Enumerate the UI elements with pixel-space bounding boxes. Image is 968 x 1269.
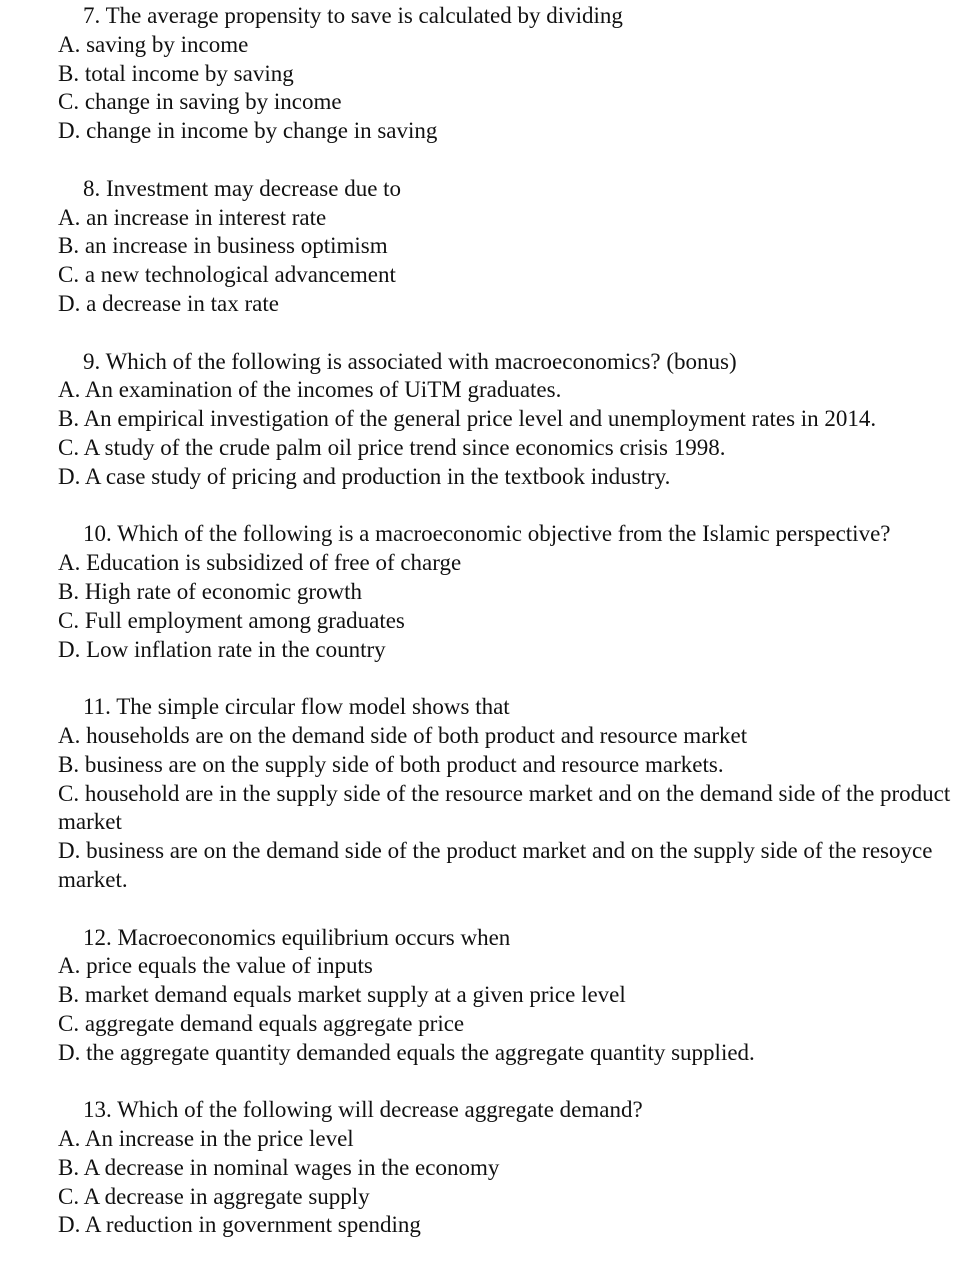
- option-a: A. Education is subsidized of free of charge: [58, 550, 462, 576]
- question-8: [58, 175, 958, 319]
- question-sheet: [58, 2, 958, 1269]
- option-b: B. business are on the supply side of both product and resource markets.: [58, 751, 724, 777]
- option-d: D. A reduction in government spending: [58, 1212, 421, 1238]
- option-b: B. an increase in business optimism: [58, 233, 388, 259]
- question-13: [58, 1096, 958, 1240]
- option-a: A. saving by income: [58, 31, 249, 57]
- option-c: C. a new technological advancement: [58, 262, 396, 288]
- option-c: C. household are in the supply side of the resource market and on the demand side of the product market: [58, 780, 951, 835]
- option-a: A. an increase in interest rate: [58, 204, 327, 230]
- option-d: D. a decrease in tax rate: [58, 290, 279, 316]
- question-12: [58, 924, 958, 1068]
- option-c: C. A decrease in aggregate supply: [58, 1183, 370, 1209]
- option-b: B. High rate of economic growth: [58, 578, 363, 604]
- option-b: B. market demand equals market supply at a given price level: [58, 982, 626, 1008]
- option-d: D. business are on the demand side of the product market and on the supply side of the resoyce market.: [58, 838, 933, 892]
- question-stem: 8. Investment may decrease due to: [83, 175, 402, 201]
- question-11: [58, 693, 958, 895]
- option-b: B. total income by saving: [58, 60, 294, 86]
- question-stem: 11. The simple circular flow model shows that: [83, 694, 510, 720]
- option-c: C. change in saving by income: [58, 89, 342, 115]
- question-stem: 7. The average propensity to save is calculated by dividing: [83, 3, 623, 28]
- question-stem: 10. Which of the following is a macroeconomic objective from the Islamic perspective?: [83, 521, 891, 547]
- option-c: C. Full employment among graduates: [58, 607, 405, 633]
- option-a: A. households are on the demand side of both product and resource market: [58, 722, 748, 748]
- option-d: D. Low inflation rate in the country: [58, 636, 386, 662]
- question-9: [58, 348, 958, 492]
- question-stem: 12. Macroeconomics equilibrium occurs when: [83, 924, 511, 950]
- option-c: C. aggregate demand equals aggregate price: [58, 1010, 465, 1036]
- question-stem: 13. Which of the following will decrease aggregate demand?: [83, 1097, 643, 1123]
- question-7: [58, 2, 958, 146]
- option-a: A. An increase in the price level: [58, 1126, 354, 1152]
- option-a: A. price equals the value of inputs: [58, 953, 373, 979]
- option-c: C. A study of the crude palm oil price trend since economics crisis 1998.: [58, 434, 726, 460]
- option-d: D. change in income by change in saving: [58, 118, 438, 144]
- option-d: D. the aggregate quantity demanded equals the aggregate quantity supplied.: [58, 1039, 755, 1065]
- option-b: B. A decrease in nominal wages in the economy: [58, 1154, 500, 1180]
- question-10: [58, 520, 958, 664]
- option-d: D. A case study of pricing and production in the textbook industry.: [58, 463, 671, 489]
- option-b: B. An empirical investigation of the general price level and unemployment rates in 2014.: [58, 406, 877, 432]
- option-a: A. An examination of the incomes of UiTM graduates.: [58, 377, 562, 403]
- question-stem: 9. Which of the following is associated with macroeconomics? (bonus): [83, 348, 737, 374]
